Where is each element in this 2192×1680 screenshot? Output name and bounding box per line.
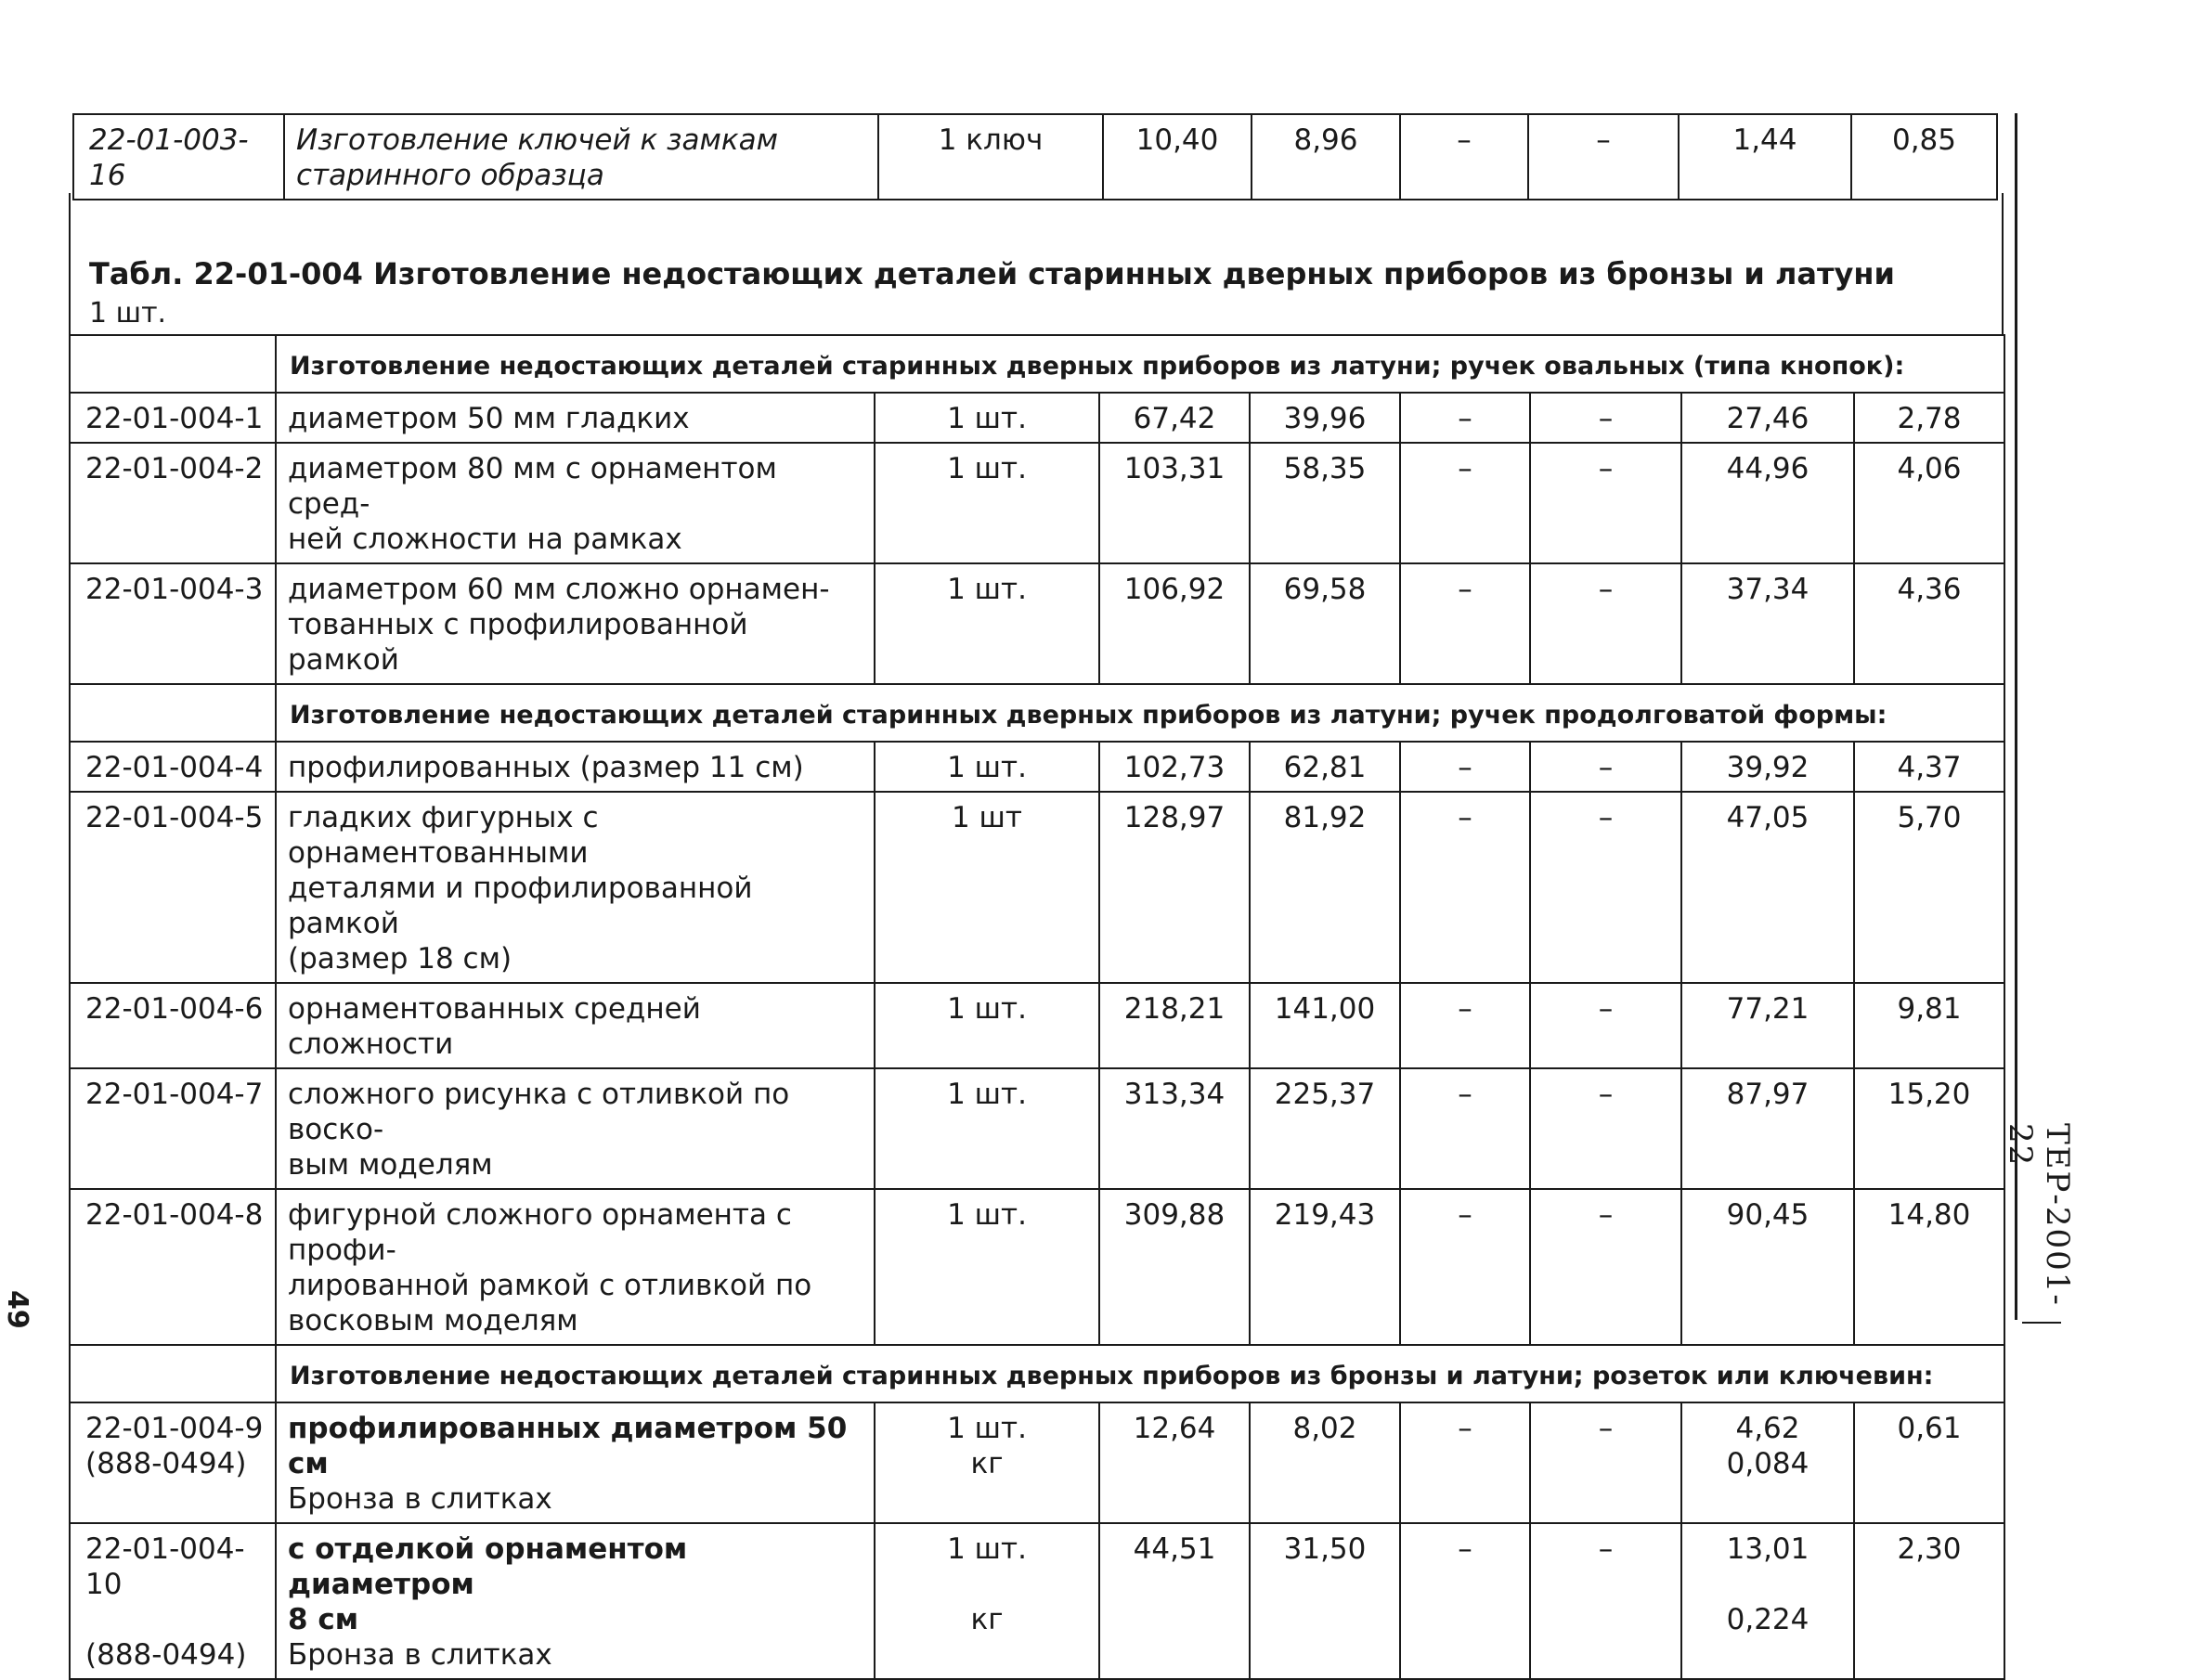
row-value: – <box>1400 114 1528 200</box>
row-value: – <box>1400 1189 1530 1345</box>
row-value: 58,35 <box>1250 443 1400 563</box>
row-value: – <box>1400 1068 1530 1189</box>
row-value: – <box>1530 563 1681 684</box>
row-value: 4,37 <box>1854 742 2004 792</box>
desc-line: вым моделям <box>288 1148 493 1182</box>
row-value: 37,34 <box>1681 563 1854 684</box>
resource-code: (888-0494) <box>85 1447 247 1480</box>
code-line: 22-01-004-9 <box>85 1412 264 1445</box>
row-code: 22-01-004-1 <box>70 393 276 443</box>
row-unit: 1 шт. <box>875 983 1099 1068</box>
row-code: 22-01-004-2 <box>70 443 276 563</box>
desc-line: старинного образца <box>296 159 604 192</box>
desc-line: Изготовление ключей к замкам <box>296 123 779 157</box>
desc-line: деталями и профилированной рамкой <box>288 872 753 940</box>
row-description <box>276 792 875 983</box>
group-header-row <box>70 684 2004 742</box>
row-value: 87,97 <box>1681 1068 1854 1189</box>
row-value: 2,78 <box>1854 393 2004 443</box>
row-code: 22-01-004-3 <box>70 563 276 684</box>
row-value: 10,40 <box>1103 114 1252 200</box>
row-value: 8,96 <box>1252 114 1400 200</box>
row-unit: 1 шт. <box>875 742 1099 792</box>
group-header-row <box>70 335 2004 393</box>
row-value: 0,61 <box>1854 1402 2004 1523</box>
row-value: 4,36 <box>1854 563 2004 684</box>
desc-sub: Бронза в слитках <box>288 1638 552 1672</box>
resource-code: (888-0494) <box>85 1638 247 1672</box>
desc-line: (размер 18 см) <box>288 942 512 976</box>
row-unit: 1 шт. <box>875 563 1099 684</box>
row-value: 128,97 <box>1099 792 1250 983</box>
desc-line: тованных с профилированной рамкой <box>288 608 748 677</box>
desc-bold: профилированных диаметром 50 см <box>288 1412 848 1480</box>
page-number: 49 <box>1 1290 33 1329</box>
value-line: 4,62 <box>1735 1412 1800 1445</box>
table-row <box>70 1402 2004 1523</box>
group-title: Изготовление недостающих деталей старинных дверных приборов из бронзы и латуни; розеток или ключевин: <box>276 1345 2004 1402</box>
row-value: 90,45 <box>1681 1189 1854 1345</box>
unit-line: 1 шт. <box>947 1412 1027 1445</box>
row-description <box>276 1523 875 1679</box>
row-description: диаметром 50 мм гладких <box>276 393 875 443</box>
row-value: – <box>1530 1189 1681 1345</box>
row-value: 106,92 <box>1099 563 1250 684</box>
table-row <box>70 983 2004 1068</box>
row-value: 12,64 <box>1099 1402 1250 1523</box>
row-value: 1,44 <box>1679 114 1851 200</box>
row-value: 69,58 <box>1250 563 1400 684</box>
row-value: 9,81 <box>1854 983 2004 1068</box>
row-description <box>276 1402 875 1523</box>
row-value: 218,21 <box>1099 983 1250 1068</box>
row-value: – <box>1400 983 1530 1068</box>
row-code: 22-01-004-4 <box>70 742 276 792</box>
document-code-label: ТЕР-2001-22 <box>2002 1123 2076 1307</box>
desc-sub: Бронза в слитках <box>288 1482 552 1516</box>
row-unit <box>875 1523 1099 1679</box>
row-value: – <box>1530 983 1681 1068</box>
row-unit: 1 шт. <box>875 443 1099 563</box>
table-caption <box>69 193 2004 334</box>
unit-line: кг <box>970 1447 1004 1480</box>
previous-table-row <box>72 113 1998 200</box>
desc-bold: с отделкой орнаментом диаметром <box>288 1532 688 1601</box>
row-value: – <box>1528 114 1679 200</box>
row-value: – <box>1530 742 1681 792</box>
row-description: профилированных (размер 11 см) <box>276 742 875 792</box>
row-value: 8,02 <box>1250 1402 1400 1523</box>
estimate-table <box>69 334 2005 1680</box>
row-value: – <box>1530 1068 1681 1189</box>
table-row <box>70 1189 2004 1345</box>
row-value: 141,00 <box>1250 983 1400 1068</box>
row-value: – <box>1400 563 1530 684</box>
row-value: – <box>1530 1402 1681 1523</box>
desc-line: гладких фигурных с орнаментованными <box>288 801 599 870</box>
row-value: – <box>1400 1402 1530 1523</box>
row-value: 39,96 <box>1250 393 1400 443</box>
row-unit: 1 шт. <box>875 393 1099 443</box>
row-value: 44,51 <box>1099 1523 1250 1679</box>
table-row <box>70 1523 2004 1679</box>
table-row <box>70 1068 2004 1189</box>
table-title: Табл. 22-01-004 Изготовление недостающих деталей старинных дверных приборов из бронзы и латуни <box>89 256 1895 291</box>
row-value: 14,80 <box>1854 1189 2004 1345</box>
desc-line: сложного рисунка с отливкой по воско- <box>288 1078 790 1146</box>
table-row <box>70 742 2004 792</box>
row-value: 313,34 <box>1099 1068 1250 1189</box>
row-unit: 1 ключ <box>878 114 1103 200</box>
row-unit: 1 шт. <box>875 1189 1099 1345</box>
table-unit: 1 шт. <box>89 297 167 330</box>
row-value: – <box>1400 443 1530 563</box>
row-code: 22-01-004-5 <box>70 792 276 983</box>
row-code <box>70 1402 276 1523</box>
row-value: 27,46 <box>1681 393 1854 443</box>
row-value: 219,43 <box>1250 1189 1400 1345</box>
row-value: 77,21 <box>1681 983 1854 1068</box>
row-unit: 1 шт <box>875 792 1099 983</box>
desc-line: диаметром 80 мм с орнаментом сред- <box>288 452 777 521</box>
row-value: – <box>1400 393 1530 443</box>
desc-line: фигурной сложного орнамента с профи- <box>288 1198 792 1267</box>
desc-line: восковым моделям <box>288 1304 578 1338</box>
row-value: 31,50 <box>1250 1523 1400 1679</box>
unit-line: 1 шт. <box>947 1532 1027 1566</box>
row-value: 81,92 <box>1250 792 1400 983</box>
row-value: 47,05 <box>1681 792 1854 983</box>
row-value: – <box>1400 1523 1530 1679</box>
row-value: 309,88 <box>1099 1189 1250 1345</box>
unit-line: кг <box>970 1603 1004 1636</box>
table-row <box>73 114 1997 200</box>
row-description <box>276 443 875 563</box>
desc-line: ней сложности на рамках <box>288 523 682 556</box>
row-code: 22-01-003-16 <box>73 114 284 200</box>
row-value: – <box>1400 792 1530 983</box>
row-value: 2,30 <box>1854 1523 2004 1679</box>
row-value: 0,85 <box>1851 114 1997 200</box>
table-row <box>70 792 2004 983</box>
desc-bold: 8 см <box>288 1603 359 1636</box>
row-value: – <box>1530 443 1681 563</box>
table-row <box>70 443 2004 563</box>
row-value: 44,96 <box>1681 443 1854 563</box>
row-code: 22-01-004-8 <box>70 1189 276 1345</box>
row-description <box>276 1189 875 1345</box>
desc-line: диаметром 60 мм сложно орнамен- <box>288 573 830 606</box>
row-description <box>276 1068 875 1189</box>
row-description: орнаментованных средней сложности <box>276 983 875 1068</box>
table-row <box>70 563 2004 684</box>
group-title: Изготовление недостающих деталей старинных дверных приборов из латуни; ручек продолговатой формы: <box>276 684 2004 742</box>
table-row <box>70 393 2004 443</box>
row-unit <box>875 1402 1099 1523</box>
value-line: 0,084 <box>1726 1447 1809 1480</box>
row-value <box>1681 1523 1854 1679</box>
row-code: 22-01-004-6 <box>70 983 276 1068</box>
row-code: 22-01-004-7 <box>70 1068 276 1189</box>
group-title: Изготовление недостающих деталей старинных дверных приборов из латуни; ручек овальных (типа кнопок): <box>276 335 2004 393</box>
row-unit: 1 шт. <box>875 1068 1099 1189</box>
row-value: 4,06 <box>1854 443 2004 563</box>
row-value: 15,20 <box>1854 1068 2004 1189</box>
row-value: 102,73 <box>1099 742 1250 792</box>
value-line: 0,224 <box>1726 1603 1809 1636</box>
value-line: 13,01 <box>1726 1532 1809 1566</box>
row-value: – <box>1530 1523 1681 1679</box>
row-value: – <box>1530 393 1681 443</box>
row-value: 62,81 <box>1250 742 1400 792</box>
row-description <box>276 563 875 684</box>
code-line: 22-01-004-10 <box>85 1532 245 1601</box>
row-value: – <box>1400 742 1530 792</box>
row-description <box>284 114 878 200</box>
row-value: – <box>1530 792 1681 983</box>
row-value: 5,70 <box>1854 792 2004 983</box>
row-code <box>70 1523 276 1679</box>
desc-line: лированной рамкой с отливкой по <box>288 1269 812 1302</box>
row-value: 103,31 <box>1099 443 1250 563</box>
row-value <box>1681 1402 1854 1523</box>
row-value: 67,42 <box>1099 393 1250 443</box>
group-header-row <box>70 1345 2004 1402</box>
row-value: 39,92 <box>1681 742 1854 792</box>
row-value: 225,37 <box>1250 1068 1400 1189</box>
